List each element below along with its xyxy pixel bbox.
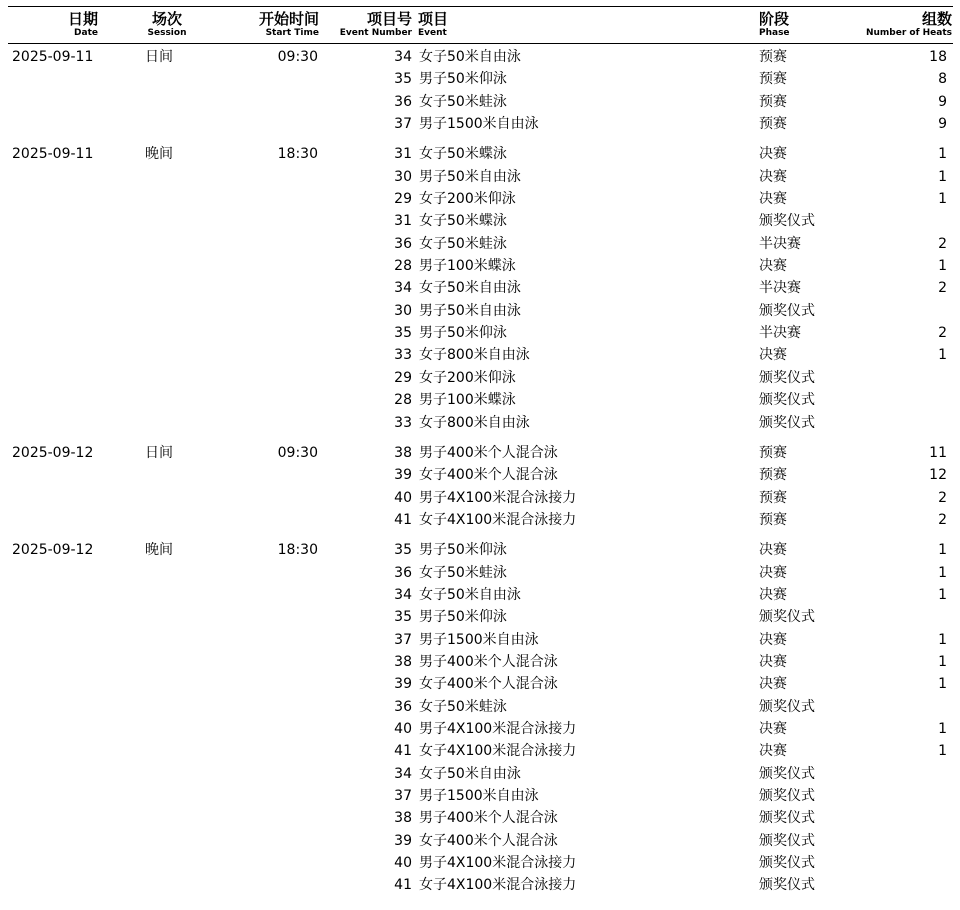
event-name: 男子50米仰泳 — [419, 325, 507, 342]
table-row — [0, 874, 960, 896]
event-number: 41 — [394, 511, 412, 528]
event-name: 女子50米蛙泳 — [419, 564, 507, 581]
table-row — [0, 606, 960, 628]
header-heats-zh: 组数 — [921, 10, 952, 28]
table-row — [0, 696, 960, 718]
header-session-zh: 场次 — [151, 10, 182, 28]
table-row — [0, 389, 960, 411]
event-name: 男子50米仰泳 — [419, 542, 507, 559]
table-row — [0, 233, 960, 255]
event-heats: 1 — [938, 564, 947, 581]
event-phase: 决赛 — [759, 168, 787, 185]
event-number: 37 — [394, 631, 412, 648]
event-phase: 决赛 — [759, 146, 787, 163]
event-name: 女子800米自由泳 — [419, 347, 530, 364]
event-phase: 颁奖仪式 — [759, 369, 815, 386]
event-phase: 决赛 — [759, 743, 787, 760]
table-row — [0, 830, 960, 852]
session-start-time: 09:30 — [277, 49, 318, 65]
header-event-number-en: Event Number — [339, 28, 412, 38]
event-phase: 决赛 — [759, 586, 787, 603]
event-name: 女子50米蛙泳 — [419, 235, 507, 252]
event-phase: 预赛 — [759, 511, 787, 528]
event-phase: 颁奖仪式 — [759, 609, 815, 626]
event-phase: 预赛 — [759, 489, 787, 506]
table-row — [0, 539, 960, 561]
event-number: 40 — [394, 720, 412, 737]
event-number: 37 — [394, 116, 412, 133]
event-heats: 1 — [938, 258, 947, 275]
event-name: 男子50米仰泳 — [419, 609, 507, 626]
session-name: 晚间 — [145, 542, 173, 559]
event-heats: 1 — [938, 743, 947, 760]
event-number: 35 — [394, 609, 412, 626]
event-number: 35 — [394, 325, 412, 342]
event-name: 女子50米蛙泳 — [419, 93, 507, 110]
event-heats: 1 — [938, 146, 947, 163]
event-number: 36 — [394, 564, 412, 581]
table-row — [0, 188, 960, 210]
session-name: 日间 — [145, 49, 173, 65]
event-phase: 颁奖仪式 — [759, 213, 815, 230]
event-name: 男子4X100米混合泳接力 — [419, 489, 577, 506]
table-row — [0, 651, 960, 673]
event-heats: 1 — [938, 542, 947, 559]
event-name: 男子50米仰泳 — [419, 71, 507, 88]
table-row — [0, 562, 960, 584]
event-heats: 2 — [938, 280, 947, 297]
header-start-time — [238, 10, 319, 39]
event-phase: 预赛 — [759, 116, 787, 133]
event-number: 28 — [394, 258, 412, 275]
event-name: 女子4X100米混合泳接力 — [419, 877, 577, 894]
header-event-number — [328, 10, 412, 39]
event-phase: 颁奖仪式 — [759, 392, 815, 409]
table-row — [0, 509, 960, 531]
event-heats: 1 — [938, 168, 947, 185]
event-heats: 1 — [938, 631, 947, 648]
event-name: 女子50米自由泳 — [419, 765, 521, 782]
event-phase: 决赛 — [759, 564, 787, 581]
table-row — [0, 113, 960, 135]
event-phase: 颁奖仪式 — [759, 855, 815, 872]
event-name: 男子400米个人混合泳 — [419, 653, 558, 670]
session-name: 晚间 — [145, 146, 173, 163]
event-name: 女子50米自由泳 — [419, 586, 521, 603]
event-heats: 1 — [938, 586, 947, 603]
event-name: 女子400米个人混合泳 — [419, 467, 558, 484]
event-phase: 颁奖仪式 — [759, 302, 815, 319]
table-row — [0, 344, 960, 366]
header-start-time-zh: 开始时间 — [258, 10, 319, 28]
header-phase-zh: 阶段 — [759, 10, 790, 28]
table-row — [0, 584, 960, 606]
event-heats: 1 — [938, 191, 947, 208]
event-phase: 决赛 — [759, 347, 787, 364]
event-heats: 2 — [938, 489, 947, 506]
header-event-en: Event — [418, 28, 447, 38]
event-phase: 半决赛 — [759, 325, 801, 342]
event-number: 34 — [394, 49, 412, 65]
header-event — [418, 10, 618, 39]
session-list — [0, 46, 960, 897]
session-block — [0, 442, 960, 531]
event-name: 男子100米蝶泳 — [419, 258, 516, 275]
event-number: 29 — [394, 191, 412, 208]
session-date: 2025-09-12 — [12, 444, 94, 461]
table-row — [0, 367, 960, 389]
event-phase: 半决赛 — [759, 235, 801, 252]
table-row — [0, 277, 960, 299]
event-number: 31 — [394, 213, 412, 230]
event-heats: 12 — [929, 467, 947, 484]
event-heats: 8 — [938, 71, 947, 88]
event-phase: 颁奖仪式 — [759, 698, 815, 715]
table-row — [0, 322, 960, 344]
event-number: 29 — [394, 369, 412, 386]
session-date: 2025-09-11 — [12, 49, 94, 65]
event-phase: 颁奖仪式 — [759, 414, 815, 431]
event-number: 39 — [394, 467, 412, 484]
table-row — [0, 442, 960, 464]
event-phase: 预赛 — [759, 71, 787, 88]
table-row — [0, 718, 960, 740]
table-row — [0, 46, 960, 68]
header-heats-en: Number of Heats — [865, 28, 952, 38]
header-heats — [848, 10, 952, 39]
event-phase: 预赛 — [759, 444, 787, 461]
event-number: 39 — [394, 832, 412, 849]
event-name: 男子1500米自由泳 — [419, 631, 539, 648]
table-row — [0, 673, 960, 695]
event-heats: 9 — [938, 93, 947, 110]
event-number: 36 — [394, 235, 412, 252]
event-number: 34 — [394, 280, 412, 297]
event-heats: 1 — [938, 653, 947, 670]
event-phase: 半决赛 — [759, 280, 801, 297]
event-number: 38 — [394, 810, 412, 827]
session-start-time: 18:30 — [277, 146, 318, 163]
table-row — [0, 629, 960, 651]
event-phase: 决赛 — [759, 258, 787, 275]
event-name: 男子4X100米混合泳接力 — [419, 720, 577, 737]
header-date-zh: 日期 — [67, 10, 98, 28]
header-event-number-zh: 项目号 — [366, 10, 412, 28]
table-row — [0, 785, 960, 807]
header-date — [8, 10, 98, 39]
event-number: 34 — [394, 586, 412, 603]
event-name: 男子1500米自由泳 — [419, 116, 539, 133]
event-phase: 决赛 — [759, 720, 787, 737]
table-row — [0, 852, 960, 874]
header-phase-en: Phase — [759, 28, 790, 38]
event-number: 38 — [394, 653, 412, 670]
event-phase: 颁奖仪式 — [759, 765, 815, 782]
header-session — [134, 10, 200, 39]
event-phase: 预赛 — [759, 49, 787, 65]
event-number: 30 — [394, 302, 412, 319]
session-start-time: 09:30 — [277, 444, 318, 461]
event-name: 女子200米仰泳 — [419, 369, 516, 386]
event-name: 女子50米蝶泳 — [419, 213, 507, 230]
table-row — [0, 300, 960, 322]
event-name: 男子100米蝶泳 — [419, 392, 516, 409]
event-phase: 颁奖仪式 — [759, 810, 815, 827]
event-name: 女子800米自由泳 — [419, 414, 530, 431]
event-heats: 9 — [938, 116, 947, 133]
table-header — [8, 6, 953, 44]
event-phase: 决赛 — [759, 631, 787, 648]
table-row — [0, 740, 960, 762]
header-phase — [759, 10, 859, 39]
table-row — [0, 763, 960, 785]
event-number: 35 — [394, 71, 412, 88]
event-number: 34 — [394, 765, 412, 782]
event-number: 39 — [394, 676, 412, 693]
event-name: 女子50米蛙泳 — [419, 698, 507, 715]
session-date: 2025-09-12 — [12, 542, 94, 559]
table-row — [0, 166, 960, 188]
session-block — [0, 143, 960, 433]
session-date: 2025-09-11 — [12, 146, 94, 163]
event-phase: 颁奖仪式 — [759, 877, 815, 894]
event-phase: 决赛 — [759, 542, 787, 559]
event-heats: 1 — [938, 676, 947, 693]
event-heats: 18 — [929, 49, 947, 65]
event-number: 38 — [394, 444, 412, 461]
event-number: 40 — [394, 855, 412, 872]
event-name: 女子50米自由泳 — [419, 49, 521, 65]
event-phase: 颁奖仪式 — [759, 832, 815, 849]
header-session-en: Session — [147, 28, 187, 38]
event-number: 30 — [394, 168, 412, 185]
event-number: 28 — [394, 392, 412, 409]
event-number: 37 — [394, 788, 412, 804]
table-row — [0, 412, 960, 434]
table-row — [0, 255, 960, 277]
event-name: 女子50米自由泳 — [419, 280, 521, 297]
event-heats: 11 — [929, 444, 947, 461]
header-date-en: Date — [74, 28, 98, 38]
table-row — [0, 210, 960, 232]
event-name: 女子4X100米混合泳接力 — [419, 743, 577, 760]
header-event-zh: 项目 — [418, 10, 449, 28]
event-heats: 1 — [938, 347, 947, 364]
event-phase: 颁奖仪式 — [759, 788, 815, 804]
event-name: 女子400米个人混合泳 — [419, 676, 558, 693]
header-start-time-en: Start Time — [265, 28, 319, 38]
event-name: 男子50米自由泳 — [419, 168, 521, 185]
event-number: 33 — [394, 347, 412, 364]
table-row — [0, 807, 960, 829]
event-number: 33 — [394, 414, 412, 431]
event-heats: 2 — [938, 511, 947, 528]
event-name: 男子400米个人混合泳 — [419, 810, 558, 827]
event-number: 31 — [394, 146, 412, 163]
event-number: 41 — [394, 877, 412, 894]
session-name: 日间 — [145, 444, 173, 461]
event-name: 女子200米仰泳 — [419, 191, 516, 208]
event-number: 35 — [394, 542, 412, 559]
event-phase: 预赛 — [759, 93, 787, 110]
session-start-time: 18:30 — [277, 542, 318, 559]
event-number: 36 — [394, 93, 412, 110]
table-row — [0, 487, 960, 509]
table-row — [0, 143, 960, 165]
event-phase: 决赛 — [759, 653, 787, 670]
event-heats: 2 — [938, 235, 947, 252]
session-block — [0, 46, 960, 135]
table-row — [0, 91, 960, 113]
table-row — [0, 68, 960, 90]
event-phase: 预赛 — [759, 467, 787, 484]
event-name: 女子400米个人混合泳 — [419, 832, 558, 849]
event-name: 男子400米个人混合泳 — [419, 444, 558, 461]
session-block — [0, 539, 960, 897]
table-row — [0, 464, 960, 486]
event-heats: 2 — [938, 325, 947, 342]
event-name: 男子4X100米混合泳接力 — [419, 855, 577, 872]
event-name: 男子50米自由泳 — [419, 302, 521, 319]
event-heats: 1 — [938, 720, 947, 737]
event-number: 40 — [394, 489, 412, 506]
event-name: 女子50米蝶泳 — [419, 146, 507, 163]
event-number: 41 — [394, 743, 412, 760]
event-phase: 决赛 — [759, 191, 787, 208]
event-name: 女子4X100米混合泳接力 — [419, 511, 577, 528]
event-name: 男子1500米自由泳 — [419, 788, 539, 804]
event-number: 36 — [394, 698, 412, 715]
event-phase: 决赛 — [759, 676, 787, 693]
